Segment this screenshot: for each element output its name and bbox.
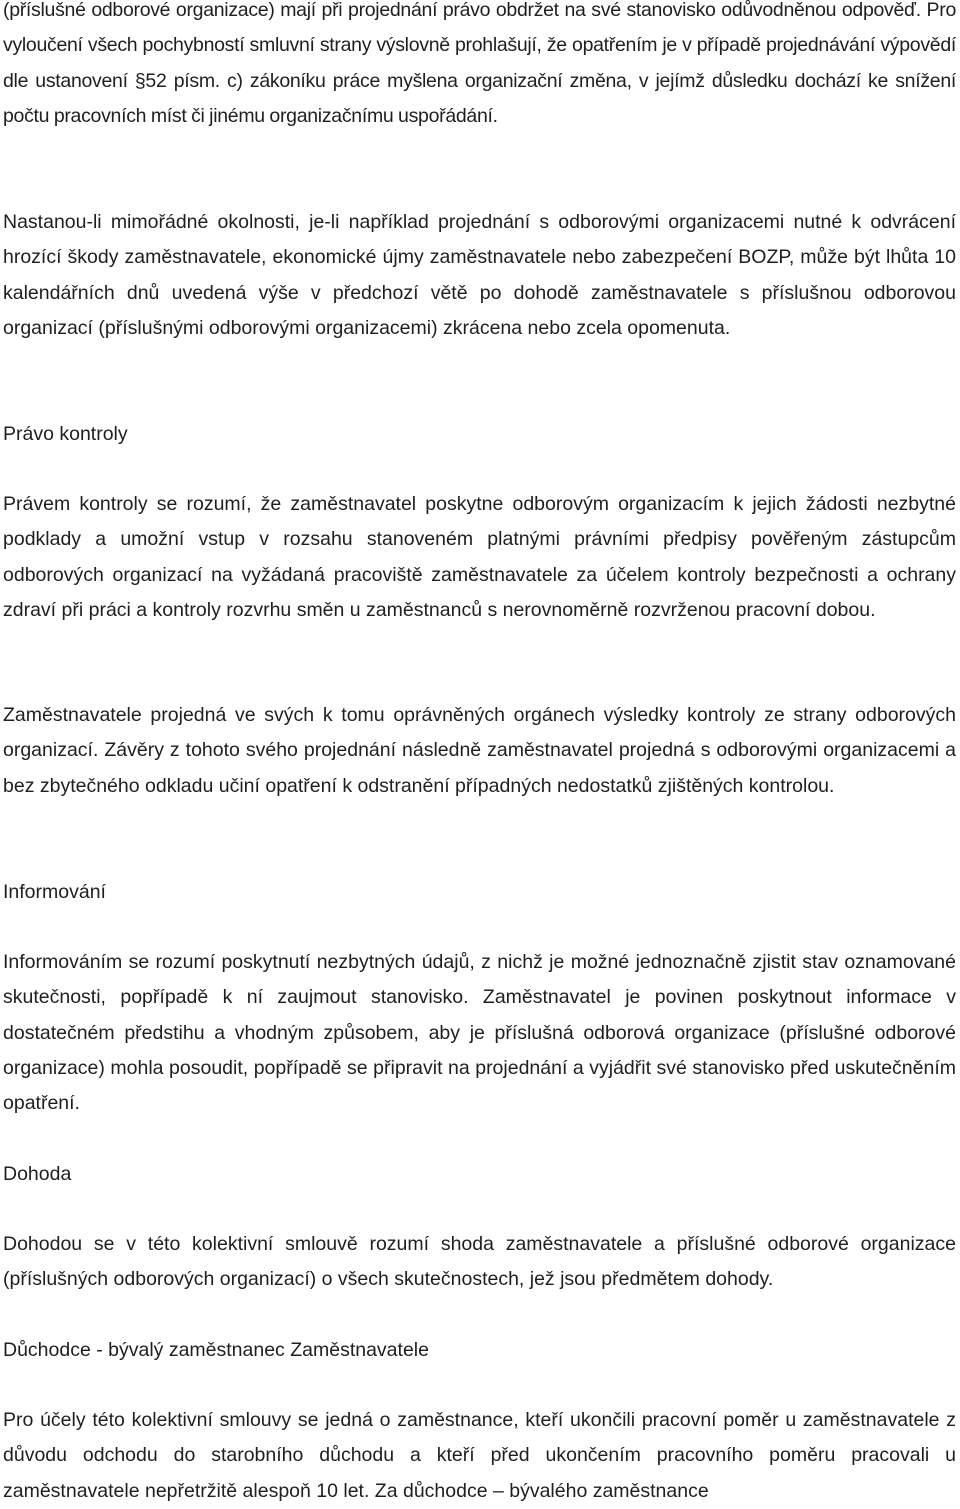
paragraph-exceptional-circumstances: Nastanou-li mimořádné okolnosti, je-li například projednání s odborovými organizacemi nutné k odvrácení hrozící škody zaměstnavatele, ekonomické újmy zaměstnavatele nebo zabezpečení BOZP, může být lhůta 10 kalendářních dnů uvedená výše v předchozí větě po dohodě zaměstnavatele s příslušnou odborovou organizací (příslušnými odborovými organizacemi) zkrácena nebo zcela opomenuta.	[3, 211, 956, 339]
paragraph-control-results: Zaměstnavatele projedná ve svých k tomu oprávněných orgánech výsledky kontroly ze strany odborových organizací. Závěry z tohoto svého projednání následně zaměstnavatel projedná s odborovými organizacemi a bez zbytečného odkladu učiní opatření k odstranění případných nedostatků zjištěných kontrolou.	[3, 704, 956, 797]
heading-agreement: Dohoda	[3, 1163, 72, 1185]
paragraph-intro: (příslušné odborové organizace) mají při projednání právo obdržet na své stanovisko odůvodněnou odpověď. Pro vyloučení všech pochybností smluvní strany výslovně prohlašují, že opatřením je v případě projednávání výpovědí dle ustanovení §52 písm. c) zákoníku práce myšlena organizační změna, v jejímž důsledku dochází ke snížení počtu pracovních míst či jinému organizačnímu uspořádání.	[3, 0, 956, 127]
heading-right-of-control: Právo kontroly	[3, 423, 128, 445]
paragraph-right-of-control: Právem kontroly se rozumí, že zaměstnavatel poskytne odborovým organizacím k jejich žádosti nezbytné podklady a umožní vstup v rozsahu stanoveném platnými právními předpisy pověřeným zástupcům odborových organizací na vyžádaná pracoviště zaměstnavatele za účelem kontroly bezpečnosti a ochrany zdraví při práci a kontroly rozvrhu směn u zaměstnanců s nerovnoměrně rozvrženou pracovní dobou.	[3, 493, 956, 621]
heading-pensioner: Důchodce - bývalý zaměstnanec Zaměstnavatele	[3, 1339, 429, 1361]
paragraph-agreement: Dohodou se v této kolektivní smlouvě rozumí shoda zaměstnavatele a příslušné odborové organizace (příslušných odborových organizací) o všech skutečnostech, jež jsou předmětem dohody.	[3, 1233, 956, 1291]
heading-information: Informování	[3, 881, 106, 903]
paragraph-information: Informováním se rozumí poskytnutí nezbytných údajů, z nichž je možné jednoznačně zjistit stav oznamované skutečnosti, popřípadě k ní zaujmout stanovisko. Zaměstnavatel je povinen poskytnout informace v dostatečném předstihu a vhodným způsobem, aby je příslušná odborová organizace (příslušné odborové organizace) mohla posoudit, popřípadě se připravit na projednání a vyjádřit své stanovisko před uskutečněním opatření.	[3, 951, 956, 1115]
paragraph-pensioner: Pro účely této kolektivní smlouvy se jedná o zaměstnance, kteří ukončili pracovní poměr u zaměstnavatele z důvodu odchodu do starobního důchodu a kteří před ukončením pracovního poměru pracovali u zaměstnavatele nepřetržitě alespoň 10 let. Za důchodce – bývalého zaměstnance	[3, 1409, 956, 1502]
